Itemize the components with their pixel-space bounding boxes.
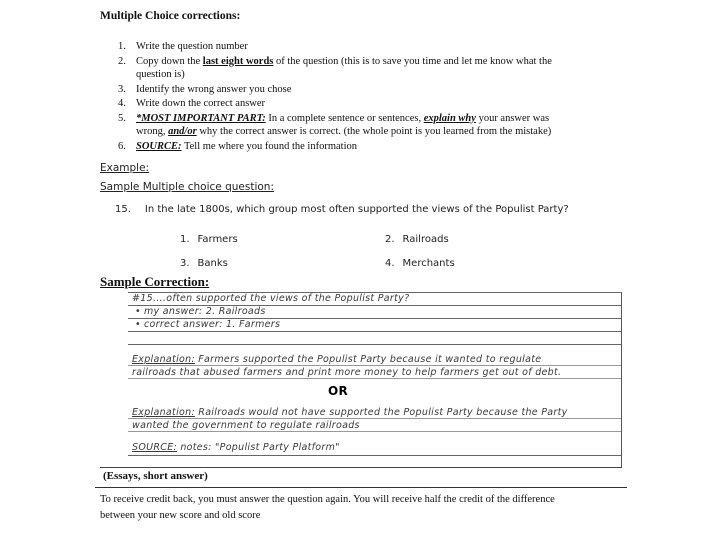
- instruction-item: [118, 83, 570, 97]
- credit-note: To receive credit back, you must answer the question again. You will receive half the credit of the difference between your new score and old score: [100, 494, 555, 521]
- page-title: Multiple Choice corrections:: [100, 10, 241, 22]
- essays-heading: (Essays, short answer): [103, 470, 208, 482]
- instruction-text: Identify the wrong answer you chose: [136, 83, 292, 95]
- answer-option: 3. Banks: [180, 258, 228, 269]
- sample-question-label: Sample Multiple choice question:: [100, 181, 274, 193]
- question-number: 15.: [115, 204, 131, 215]
- instruction-number: 2.: [118, 55, 126, 67]
- instruction-item: [118, 55, 570, 82]
- instruction-number: 1.: [118, 41, 126, 52]
- answer-option: 2. Railroads: [385, 234, 449, 245]
- source-line: SOURCE: notes: "Populist Party Platform": [128, 442, 621, 456]
- instruction-text: SOURCE: Tell me where you found the information: [136, 140, 358, 152]
- instruction-text: Write down the correct answer: [136, 98, 266, 109]
- divider-line: [100, 467, 622, 468]
- instruction-number: 3.: [118, 83, 126, 95]
- instruction-text: Write the question number: [136, 41, 248, 52]
- instruction-number: 4.: [118, 98, 126, 109]
- example-label: Example:: [100, 162, 150, 174]
- instruction-item: [118, 40, 570, 54]
- correction-correct-answer: • correct answer: 1. Farmers: [128, 319, 621, 332]
- instruction-number: 6.: [118, 140, 126, 152]
- instruction-number: 5.: [118, 112, 126, 124]
- divider-line: [95, 487, 627, 488]
- bullet-icon: •: [135, 306, 141, 317]
- answer-option: 4. Merchants: [385, 258, 455, 269]
- instruction-item: [118, 140, 570, 154]
- correction-question-line: #15....often supported the views of the Populist Party?: [128, 293, 621, 306]
- instruction-text: *MOST IMPORTANT PART: In a complete sentence or sentences, explain why your answer was wrong, and/or why the correct answer is correct. (the whole point is you learned from the mistake): [136, 112, 552, 137]
- sample-correction-heading: Sample Correction:: [100, 274, 210, 289]
- instruction-list: [118, 40, 570, 154]
- instruction-item: [118, 97, 570, 111]
- answer-option: 1. Farmers: [180, 234, 238, 245]
- or-separator: OR: [327, 384, 349, 398]
- sample-question: [115, 204, 585, 215]
- explanation-2: Explanation: Railroads would not have supported the Populist Party because the Party wanted the government to regulate railroads: [128, 406, 621, 433]
- explanation-1: Explanation: Farmers supported the Populist Party because it wanted to regulate railroads that abused farmers and print more money to help farmers get out of debt.: [128, 353, 621, 380]
- bullet-icon: •: [135, 319, 141, 330]
- correction-my-answer: • my answer: 2. Railroads: [128, 306, 621, 319]
- question-text: In the late 1800s, which group most often supported the views of the Populist Party?: [144, 204, 569, 215]
- ruled-blank-line: [128, 332, 621, 345]
- instruction-item: [118, 112, 570, 139]
- sample-correction-block: [128, 292, 622, 468]
- instruction-text: Copy down the last eight words of the question (this is to save you time and let me know what the question is): [136, 55, 552, 80]
